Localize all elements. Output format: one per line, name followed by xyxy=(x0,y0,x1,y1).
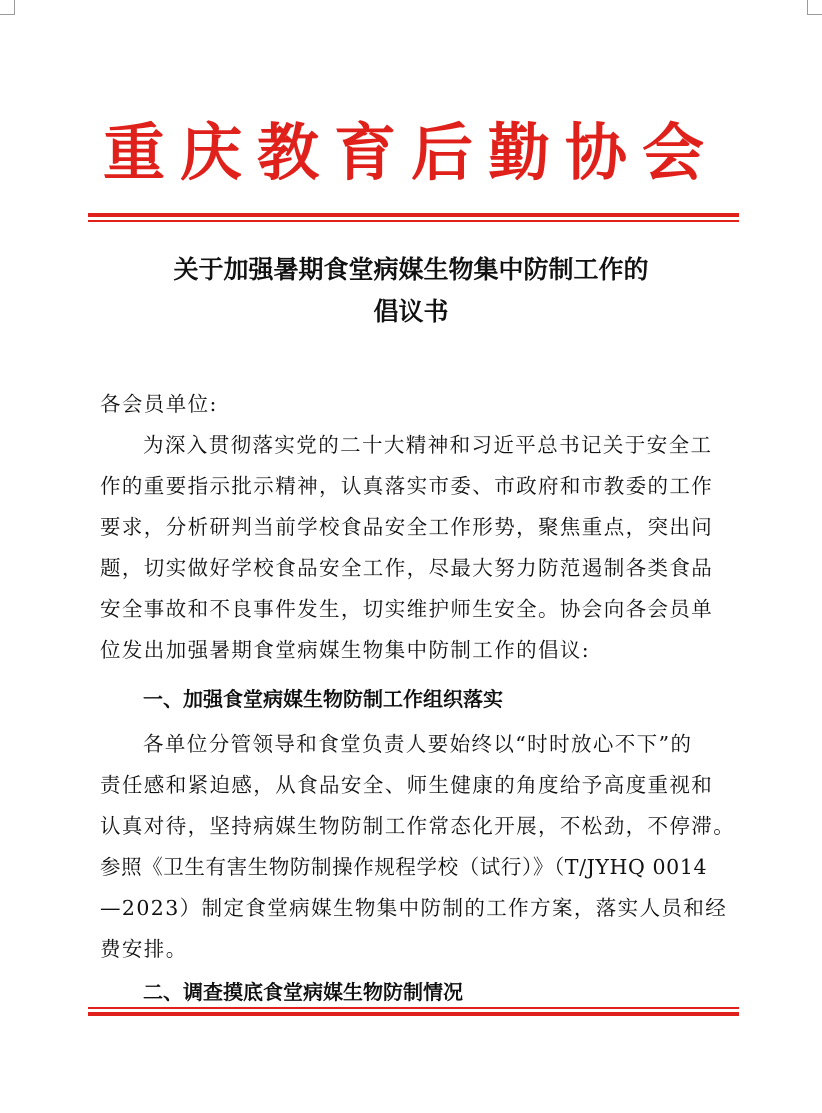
section-2-heading: 二、调查摸底食堂病媒生物防制情况 xyxy=(143,980,463,1004)
intro-paragraph-line: 安全事故和不良事件发生，切实维护师生安全。协会向各会员单 xyxy=(100,597,714,621)
section-1-paragraph-line: —2023）制定食堂病媒生物集中防制的工作方案，落实人员和经 xyxy=(100,896,728,920)
section-1-paragraph-line: 责任感和紧迫感，从食品安全、师生健康的角度给予高度重视和 xyxy=(100,773,714,797)
section-1-heading: 一、加强食堂病媒生物防制工作组织落实 xyxy=(143,687,503,711)
page-corner-mark xyxy=(807,0,822,15)
letterhead-divider-thin xyxy=(88,220,739,222)
intro-paragraph-line: 作的重要指示批示精神，认真落实市委、市政府和市教委的工作 xyxy=(100,474,714,498)
section-1-paragraph-line: 费安排。 xyxy=(100,937,188,961)
footer-divider-thin xyxy=(88,1007,739,1009)
section-1-paragraph-line: 认真对待，坚持病媒生物防制工作常态化开展，不松劲，不停滞。 xyxy=(100,814,736,838)
section-1-paragraph-line: 参照《卫生有害生物防制操作规程学校（试行）》（T/JYHQ 0014 xyxy=(100,855,708,879)
intro-paragraph-line: 为深入贯彻落实党的二十大精神和习近平总书记关于安全工 xyxy=(143,433,713,457)
salutation: 各会员单位: xyxy=(100,392,218,416)
footer-divider-thick xyxy=(88,1012,739,1016)
document-title-line-2: 倡议书 xyxy=(373,297,449,326)
section-1-paragraph-line: 各单位分管领导和食堂负责人要始终以“时时放心不下”的 xyxy=(143,732,693,756)
intro-paragraph-line: 位发出加强暑期食堂病媒生物集中防制工作的倡议: xyxy=(100,638,591,662)
letterhead-divider-thick xyxy=(88,213,739,217)
org-letterhead-title: 重庆教育后勤协会 xyxy=(102,116,719,189)
intro-paragraph-line: 要求，分析研判当前学校食品安全工作形势，聚焦重点，突出问 xyxy=(100,515,714,539)
page-corner-mark xyxy=(0,0,15,15)
document-title-line-1: 关于加强暑期食堂病媒生物集中防制工作的 xyxy=(173,255,649,284)
intro-paragraph-line: 题，切实做好学校食品安全工作，尽最大努力防范遏制各类食品 xyxy=(100,556,714,580)
